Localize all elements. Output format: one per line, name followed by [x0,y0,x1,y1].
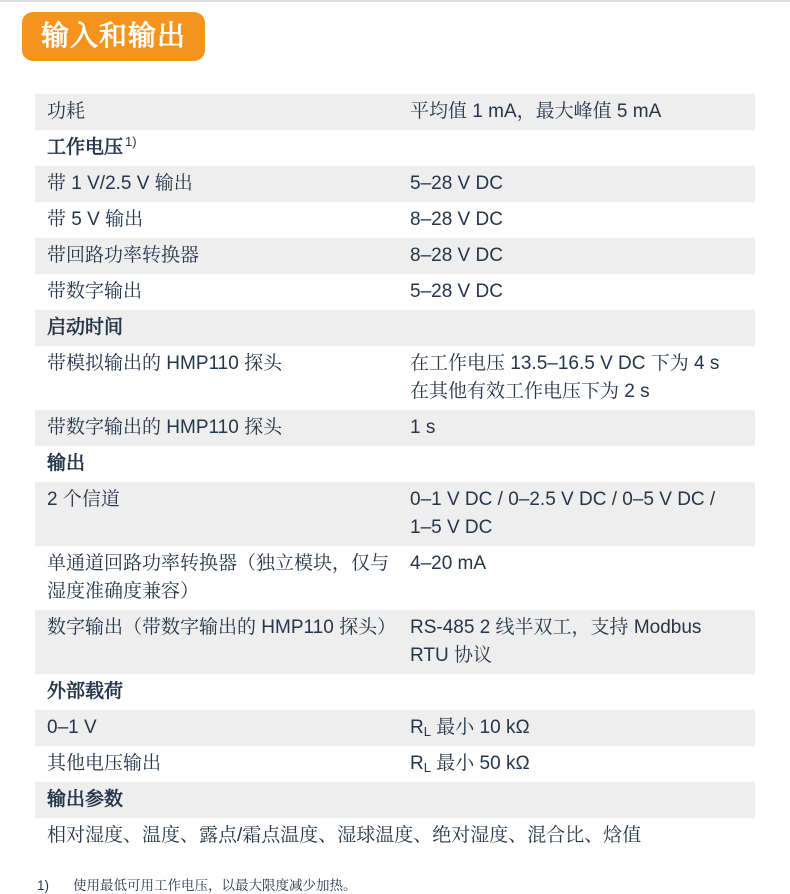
table-section-row [35,782,755,818]
table-section-row [35,310,755,346]
table-row [35,546,755,610]
row-label-text: 带数字输出 [47,281,143,302]
row-label [47,278,410,306]
table-row [35,710,755,746]
table-row [35,482,755,546]
row-label [47,550,410,606]
table-row [35,238,755,274]
table-row [35,166,755,202]
spec-table [35,94,755,854]
row-label [47,206,410,234]
table-section-row [35,446,755,482]
row-value-line: 1–5 V DC [410,517,493,538]
table-row [35,410,755,446]
row-value-line: 0–1 V DC / 0–2.5 V DC / 0–5 V DC / [410,489,716,510]
row-value-line: RS-485 2 线半双工，支持 Modbus [410,617,702,638]
row-label-text: 带 1 V/2.5 V 输出 [47,173,193,194]
row-value [410,486,755,542]
table-row [35,610,755,674]
row-value: 8–28 V DC [410,209,503,230]
footnote-text: 使用最低可用工作电压，以最大限度减少加热。 [73,878,357,893]
row-label-text: 外部载荷 [47,681,124,702]
row-label [47,170,410,198]
footnote-reference: 1) [125,133,137,149]
row-label [47,134,737,162]
table-section-row [35,674,755,710]
table-section-row [35,130,755,166]
row-label-text: 输出参数 [47,789,124,810]
row-value-text: R [410,717,424,738]
row-label [47,678,737,706]
row-label-text: 带 5 V 输出 [47,209,144,230]
row-label-text: 其他电压输出 [47,753,162,774]
row-label [47,750,410,778]
row-value: 5–28 V DC [410,173,503,194]
row-label-text: 带回路功率转换器 [47,245,200,266]
table-row [35,346,755,410]
row-value: 4–20 mA [410,553,487,574]
row-value-line: RTU 协议 [410,645,492,666]
row-value-text: 最小 50 kΩ [430,753,530,774]
row-label-text: 带数字输出的 HMP110 探头 [47,417,283,438]
footnote-marker: 1) [37,878,50,893]
table-row [35,274,755,310]
table-row [35,202,755,238]
row-label-text: 功耗 [47,101,86,122]
row-value [410,614,755,670]
section-title-badge: 输入和输出 [22,12,205,61]
row-label-text: 数字输出（带数字输出的 HMP110 探头） [47,617,397,638]
row-label [47,714,410,742]
row-label [47,314,737,342]
footnote [37,878,790,894]
row-label-text: 2 个信道 [47,489,120,510]
row-value-line: 在工作电压 13.5–16.5 V DC 下为 4 s [410,353,720,374]
row-value-text: R [410,753,424,774]
row-label-text: 带模拟输出的 HMP110 探头 [47,353,283,374]
row-value [410,714,755,742]
row-value: 8–28 V DC [410,245,503,266]
row-label [47,242,410,270]
row-value [410,750,755,778]
row-label-text: 单通道回路功率转换器（独立模块，仅与湿度准确度兼容） [47,553,390,602]
row-value: 5–28 V DC [410,281,503,302]
row-label-text: 0–1 V [47,717,97,738]
row-label-text: 输出 [47,453,86,474]
row-label [47,414,410,442]
top-divider [0,0,790,2]
row-value-text: 最小 10 kΩ [430,717,530,738]
row-label-text: 启动时间 [47,317,124,338]
row-value [410,350,755,406]
row-label-text: 工作电压 [47,137,124,158]
row-label [47,98,410,126]
row-label [47,614,410,642]
row-label [47,786,737,814]
row-value: 平均值 1 mA，最大峰值 5 mA [410,101,662,122]
table-row [35,818,755,854]
row-label [47,486,410,514]
subscript-text: L [423,724,431,739]
row-full-text: 相对湿度、温度、露点/霜点温度、湿球温度、绝对湿度、混合比、焓值 [47,825,642,846]
subscript-text: L [423,760,431,775]
table-row [35,94,755,130]
table-row [35,746,755,782]
row-label [47,450,737,478]
row-value: 1 s [410,417,436,438]
row-label [47,350,410,378]
row-value-line: 在其他有效工作电压下为 2 s [410,381,650,402]
